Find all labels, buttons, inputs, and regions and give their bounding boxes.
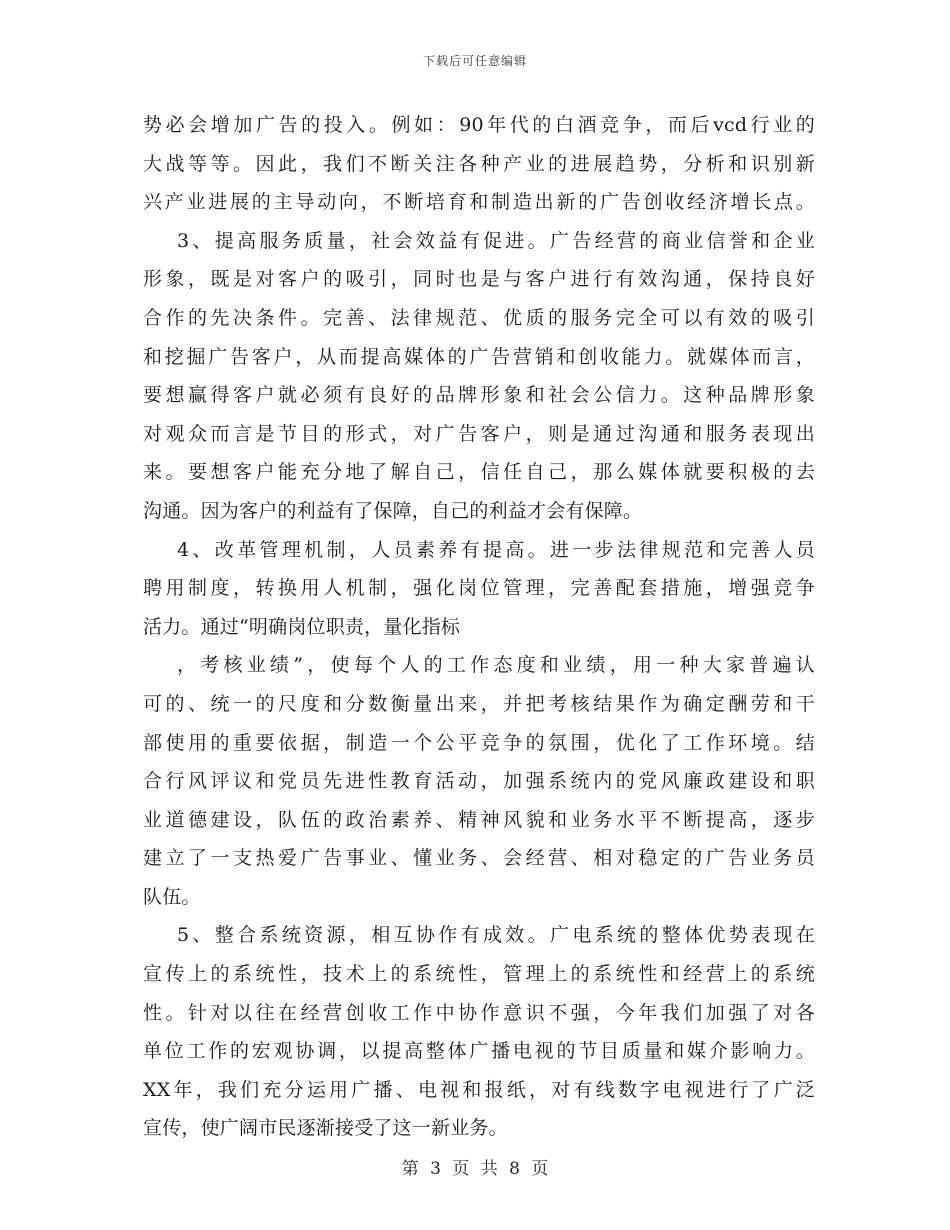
text-line: 合作的先决条件。完善、法律规范、优质的服务完全可以有效的吸引 [143,306,815,329]
text-line: 部使用的重要依据，制造一个公平竞争的氛围，优化了工作环境。结 [143,731,815,754]
text-line: 势必会增加广告的投入。例如：90年代的白酒竞争，而后vcd行业的 [143,114,815,136]
page-header: 下载后可任意编辑 [422,54,527,68]
text-line: XX年，我们充分运用广播、电视和报纸，对有线数字电视进行了广泛 [143,1078,815,1101]
text-line: 和挖掘广告客户，从而提高媒体的广告营销和创收能力。就媒体而言， [143,345,815,368]
paragraph-start-line: 4、改革管理机制，人员素养有提高。进一步法律规范和完善人员 [177,538,815,561]
text-line: 宣传，使广阔市民逐渐接受了这一新业务。 [143,1117,508,1140]
text-line: 活力。通过“明确岗位职责，量化指标 [143,615,461,638]
text-line: 单位工作的宏观协调，以提高整体广播电视的节目质量和媒介影响力。 [143,1040,815,1063]
text-line: 性。针对以往在经营创收工作中协作意识不强，今年我们加强了对各 [143,1001,815,1024]
text-line: 建立了一支热爱广告事业、懂业务、会经营、相对稳定的广告业务员 [143,847,815,870]
text-line: 可的、统一的尺度和分数衡量出来，并把考核结果作为确定酬劳和干 [143,692,815,715]
text-line: 兴产业进展的主导动向，不断培育和制造出新的广告创收经济增长点。 [143,191,815,214]
document-body [143,106,815,1148]
text-line: 要想赢得客户就必须有良好的品牌形象和社会公信力。这种品牌形象 [143,384,815,407]
page-number-footer: 第 3 页 共 8 页 [401,1159,549,1179]
text-line: 聘用制度，转换用人机制，强化岗位管理，完善配套措施，增强竞争 [143,577,815,600]
text-line: ，考核业绩”，使每个人的工作态度和业绩，用一种大家普遍认 [177,654,815,677]
text-line: 业道德建设，队伍的政治素养、精神风貌和业务水平不断提高，逐步 [143,808,815,831]
paragraph-start-line: 3、提高服务质量，社会效益有促进。广告经营的商业信誉和企业 [177,229,815,252]
text-line: 形象，既是对客户的吸引，同时也是与客户进行有效沟通，保持良好 [143,268,815,291]
text-line: 来。要想客户能充分地了解自己，信任自己，那么媒体就要积极的去 [143,461,815,484]
text-line: 队伍。 [143,885,201,908]
text-line: 沟通。因为客户的利益有了保障，自己的利益才会有保障。 [143,499,643,522]
text-line: 对观众而言是节目的形式，对广告客户，则是通过沟通和服务表现出 [143,422,815,445]
text-line: 大战等等。因此，我们不断关注各种产业的进展趋势，分析和识别新 [143,152,815,175]
text-line: 合行风评议和党员先进性教育活动，加强系统内的党风廉政建设和职 [143,770,815,793]
paragraph-start-line: 5、整合系统资源，相互协作有成效。广电系统的整体优势表现在 [177,924,815,947]
text-line: 宣传上的系统性，技术上的系统性，管理上的系统性和经营上的系统 [143,963,815,986]
